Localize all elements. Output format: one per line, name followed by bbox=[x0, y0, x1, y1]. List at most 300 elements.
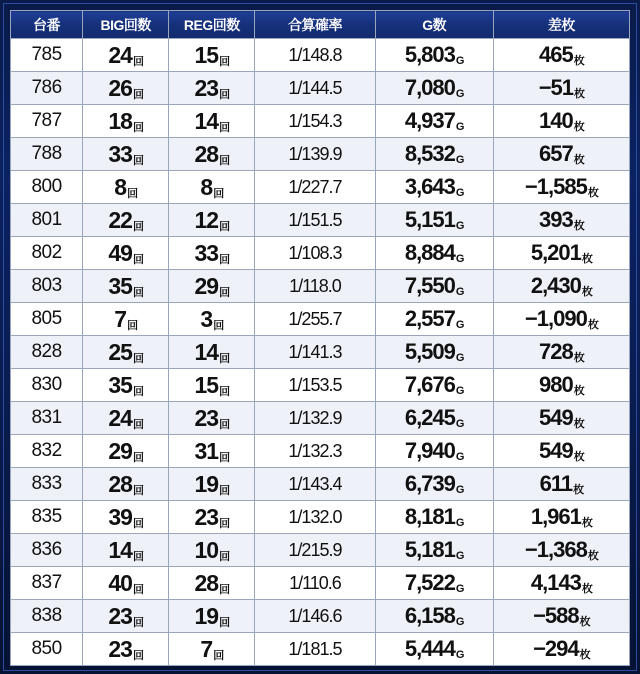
cell-reg-count bbox=[169, 171, 255, 204]
cell-combined-probability bbox=[255, 39, 375, 72]
cell-game-count-value: 4,937 bbox=[404, 108, 455, 133]
cell-reg-count-value: 3 bbox=[200, 305, 213, 332]
table-row bbox=[11, 534, 630, 567]
cell-combined-probability bbox=[255, 336, 375, 369]
cell-game-count bbox=[375, 567, 493, 600]
cell-medal-diff bbox=[493, 204, 629, 237]
cell-big-count-unit: 回 bbox=[132, 418, 143, 431]
cell-combined-probability-value: 1/153.5 bbox=[288, 374, 342, 395]
table-row bbox=[11, 600, 630, 633]
cell-game-count bbox=[375, 336, 493, 369]
cell-game-count-value: 5,181 bbox=[404, 537, 455, 562]
cell-medal-diff bbox=[493, 468, 629, 501]
cell-medal-diff-unit: 枚 bbox=[573, 484, 584, 496]
cell-reg-count-value: 23 bbox=[194, 503, 219, 530]
cell-machine-number bbox=[11, 633, 83, 666]
table-row bbox=[11, 501, 630, 534]
cell-game-count-value: 8,181 bbox=[404, 504, 455, 529]
cell-machine-number-value: 802 bbox=[31, 242, 62, 263]
cell-reg-count-unit: 回 bbox=[219, 253, 230, 266]
cell-game-count-value: 3,643 bbox=[404, 174, 455, 199]
cell-combined-probability bbox=[255, 270, 375, 303]
cell-big-count-value: 39 bbox=[108, 503, 132, 530]
table-row bbox=[11, 171, 630, 204]
table-row bbox=[11, 270, 630, 303]
cell-reg-count bbox=[169, 237, 255, 270]
cell-medal-diff bbox=[493, 402, 629, 435]
cell-combined-probability-value: 1/154.3 bbox=[288, 110, 342, 131]
cell-machine-number bbox=[11, 138, 83, 171]
column-header-reg: REG回数 bbox=[169, 11, 255, 39]
cell-game-count-value: 7,676 bbox=[404, 372, 455, 397]
cell-big-count bbox=[83, 171, 169, 204]
cell-reg-count-unit: 回 bbox=[219, 418, 230, 431]
cell-game-count-value: 8,532 bbox=[404, 141, 455, 166]
cell-big-count-value: 23 bbox=[108, 602, 132, 629]
cell-game-count-value: 5,151 bbox=[404, 207, 455, 232]
cell-big-count-unit: 回 bbox=[132, 121, 143, 134]
cell-big-count-value: 22 bbox=[108, 206, 132, 233]
cell-game-count-value: 7,080 bbox=[404, 75, 455, 100]
cell-medal-diff-value: 728 bbox=[539, 339, 573, 364]
cell-game-count-unit: G bbox=[455, 451, 464, 463]
cell-big-count-value: 28 bbox=[108, 470, 132, 497]
cell-game-count bbox=[375, 468, 493, 501]
cell-reg-count bbox=[169, 72, 255, 105]
cell-medal-diff bbox=[493, 270, 629, 303]
cell-machine-number bbox=[11, 336, 83, 369]
cell-medal-diff-value: 611 bbox=[539, 471, 573, 496]
cell-game-count-unit: G bbox=[455, 220, 464, 232]
cell-game-count-value: 5,509 bbox=[404, 339, 455, 364]
cell-combined-probability-value: 1/139.9 bbox=[288, 143, 342, 164]
cell-medal-diff bbox=[493, 171, 629, 204]
cell-combined-probability bbox=[255, 303, 375, 336]
cell-medal-diff bbox=[493, 39, 629, 72]
cell-big-count bbox=[83, 336, 169, 369]
cell-medal-diff bbox=[493, 237, 629, 270]
cell-game-count bbox=[375, 633, 493, 666]
cell-big-count-unit: 回 bbox=[132, 154, 143, 167]
table-row bbox=[11, 336, 630, 369]
cell-machine-number-value: 850 bbox=[31, 638, 62, 659]
table-row bbox=[11, 39, 630, 72]
cell-combined-probability-value: 1/132.0 bbox=[288, 506, 342, 527]
cell-medal-diff-unit: 枚 bbox=[581, 517, 592, 529]
cell-reg-count bbox=[169, 105, 255, 138]
cell-game-count-value: 6,739 bbox=[404, 471, 455, 496]
cell-big-count bbox=[83, 39, 169, 72]
cell-big-count bbox=[83, 468, 169, 501]
cell-reg-count-unit: 回 bbox=[219, 385, 230, 398]
cell-reg-count-value: 15 bbox=[194, 371, 219, 398]
cell-game-count bbox=[375, 39, 493, 72]
cell-combined-probability-value: 1/148.8 bbox=[288, 44, 342, 65]
cell-machine-number bbox=[11, 204, 83, 237]
cell-medal-diff-unit: 枚 bbox=[581, 286, 592, 298]
cell-game-count bbox=[375, 402, 493, 435]
cell-game-count-unit: G bbox=[455, 154, 464, 166]
cell-big-count bbox=[83, 303, 169, 336]
cell-combined-probability bbox=[255, 600, 375, 633]
cell-game-count-value: 7,940 bbox=[404, 438, 455, 463]
cell-medal-diff bbox=[493, 105, 629, 138]
cell-machine-number bbox=[11, 270, 83, 303]
cell-game-count-unit: G bbox=[455, 616, 464, 628]
cell-game-count-value: 8,884 bbox=[404, 240, 455, 265]
cell-combined-probability-value: 1/146.6 bbox=[288, 605, 342, 626]
cell-reg-count-unit: 回 bbox=[219, 154, 230, 167]
cell-combined-probability-value: 1/144.5 bbox=[288, 77, 342, 98]
cell-game-count-unit: G bbox=[455, 286, 464, 298]
cell-medal-diff-value: 5,201 bbox=[530, 240, 581, 265]
cell-big-count-unit: 回 bbox=[132, 55, 143, 68]
cell-reg-count-unit: 回 bbox=[219, 88, 230, 101]
cell-machine-number-value: 838 bbox=[31, 605, 62, 626]
cell-game-count-unit: G bbox=[455, 385, 464, 397]
cell-machine-number-value: 835 bbox=[31, 506, 62, 527]
cell-big-count-unit: 回 bbox=[132, 385, 143, 398]
cell-reg-count-value: 19 bbox=[194, 602, 219, 629]
cell-machine-number bbox=[11, 105, 83, 138]
cell-combined-probability-value: 1/141.3 bbox=[288, 341, 342, 362]
cell-combined-probability bbox=[255, 567, 375, 600]
table-header bbox=[11, 11, 630, 39]
cell-medal-diff-unit: 枚 bbox=[573, 385, 584, 397]
cell-machine-number-value: 803 bbox=[31, 275, 62, 296]
cell-medal-diff bbox=[493, 336, 629, 369]
table-row bbox=[11, 633, 630, 666]
cell-machine-number-value: 828 bbox=[31, 341, 62, 362]
cell-reg-count-value: 28 bbox=[194, 140, 219, 167]
cell-big-count-value: 7 bbox=[114, 305, 127, 332]
table-row bbox=[11, 105, 630, 138]
cell-game-count-value: 5,444 bbox=[404, 636, 455, 661]
cell-reg-count-unit: 回 bbox=[219, 451, 230, 464]
cell-big-count-value: 23 bbox=[108, 635, 132, 662]
table-row bbox=[11, 468, 630, 501]
cell-big-count-value: 14 bbox=[108, 536, 132, 563]
cell-medal-diff-unit: 枚 bbox=[573, 451, 584, 463]
cell-machine-number bbox=[11, 72, 83, 105]
cell-big-count-value: 33 bbox=[108, 140, 132, 167]
cell-medal-diff-value: 465 bbox=[539, 42, 573, 67]
cell-reg-count bbox=[169, 633, 255, 666]
cell-medal-diff-unit: 枚 bbox=[587, 187, 598, 199]
cell-game-count-unit: G bbox=[455, 418, 464, 430]
column-header-dai: 台番 bbox=[11, 11, 83, 39]
cell-machine-number bbox=[11, 171, 83, 204]
cell-machine-number-value: 831 bbox=[31, 407, 62, 428]
cell-medal-diff-value: 393 bbox=[539, 207, 573, 232]
cell-medal-diff-value: −588 bbox=[533, 603, 579, 628]
table-header-row bbox=[11, 11, 630, 39]
cell-reg-count-unit: 回 bbox=[219, 616, 230, 629]
cell-reg-count bbox=[169, 270, 255, 303]
table-row bbox=[11, 402, 630, 435]
cell-reg-count bbox=[169, 336, 255, 369]
cell-big-count-value: 8 bbox=[114, 173, 127, 200]
cell-reg-count bbox=[169, 402, 255, 435]
cell-machine-number-value: 788 bbox=[31, 143, 62, 164]
cell-game-count bbox=[375, 72, 493, 105]
cell-machine-number-value: 837 bbox=[31, 572, 62, 593]
cell-machine-number bbox=[11, 534, 83, 567]
cell-big-count-unit: 回 bbox=[127, 319, 138, 332]
cell-medal-diff-unit: 枚 bbox=[573, 352, 584, 364]
table-row bbox=[11, 72, 630, 105]
cell-big-count bbox=[83, 534, 169, 567]
cell-big-count bbox=[83, 369, 169, 402]
cell-game-count-unit: G bbox=[455, 187, 464, 199]
cell-machine-number bbox=[11, 501, 83, 534]
cell-medal-diff bbox=[493, 72, 629, 105]
cell-game-count-unit: G bbox=[455, 253, 464, 265]
cell-combined-probability bbox=[255, 369, 375, 402]
table-body bbox=[11, 39, 630, 666]
cell-big-count-unit: 回 bbox=[132, 352, 143, 365]
cell-machine-number-value: 786 bbox=[31, 77, 62, 98]
cell-reg-count-unit: 回 bbox=[219, 220, 230, 233]
cell-game-count-unit: G bbox=[455, 319, 464, 331]
cell-reg-count-unit: 回 bbox=[219, 286, 230, 299]
cell-medal-diff-value: 2,430 bbox=[530, 273, 581, 298]
cell-game-count-unit: G bbox=[455, 121, 464, 133]
cell-big-count-value: 35 bbox=[108, 371, 132, 398]
cell-medal-diff-unit: 枚 bbox=[579, 616, 590, 628]
cell-machine-number-value: 830 bbox=[31, 374, 62, 395]
cell-medal-diff bbox=[493, 633, 629, 666]
cell-combined-probability-value: 1/151.5 bbox=[288, 209, 342, 230]
cell-combined-probability-value: 1/181.5 bbox=[288, 638, 342, 659]
cell-medal-diff-unit: 枚 bbox=[574, 88, 585, 100]
cell-medal-diff-unit: 枚 bbox=[573, 418, 584, 430]
cell-medal-diff-value: −1,585 bbox=[524, 174, 587, 199]
machine-stats-table-container bbox=[10, 10, 630, 664]
cell-machine-number bbox=[11, 567, 83, 600]
cell-medal-diff-unit: 枚 bbox=[573, 220, 584, 232]
cell-game-count-unit: G bbox=[455, 88, 464, 100]
cell-medal-diff bbox=[493, 600, 629, 633]
cell-medal-diff-value: −1,368 bbox=[524, 537, 587, 562]
cell-reg-count-unit: 回 bbox=[213, 319, 224, 332]
cell-game-count-value: 7,550 bbox=[404, 273, 455, 298]
cell-game-count-unit: G bbox=[455, 550, 464, 562]
cell-game-count-value: 5,803 bbox=[404, 42, 455, 67]
cell-reg-count-value: 14 bbox=[194, 107, 219, 134]
machine-stats-table bbox=[10, 10, 630, 666]
cell-medal-diff-value: 1,961 bbox=[530, 504, 581, 529]
column-header-prob: 合算確率 bbox=[255, 11, 375, 39]
cell-machine-number-value: 832 bbox=[31, 440, 62, 461]
cell-reg-count bbox=[169, 534, 255, 567]
cell-reg-count-unit: 回 bbox=[219, 484, 230, 497]
cell-machine-number bbox=[11, 600, 83, 633]
cell-medal-diff-value: 140 bbox=[539, 108, 573, 133]
table-row bbox=[11, 138, 630, 171]
cell-big-count bbox=[83, 138, 169, 171]
cell-reg-count bbox=[169, 138, 255, 171]
cell-reg-count-unit: 回 bbox=[219, 352, 230, 365]
cell-medal-diff-unit: 枚 bbox=[573, 154, 584, 166]
cell-reg-count bbox=[169, 468, 255, 501]
cell-combined-probability-value: 1/255.7 bbox=[288, 308, 342, 329]
cell-game-count-unit: G bbox=[455, 583, 464, 595]
cell-game-count bbox=[375, 171, 493, 204]
cell-big-count-value: 49 bbox=[108, 239, 132, 266]
cell-medal-diff-value: 549 bbox=[539, 438, 573, 463]
cell-combined-probability-value: 1/143.4 bbox=[288, 473, 342, 494]
cell-game-count bbox=[375, 204, 493, 237]
cell-reg-count-unit: 回 bbox=[213, 187, 224, 200]
table-row bbox=[11, 303, 630, 336]
cell-game-count-value: 6,245 bbox=[404, 405, 455, 430]
cell-medal-diff-unit: 枚 bbox=[581, 253, 592, 265]
cell-big-count-unit: 回 bbox=[132, 517, 143, 530]
cell-reg-count-unit: 回 bbox=[219, 55, 230, 68]
cell-reg-count-unit: 回 bbox=[219, 121, 230, 134]
cell-big-count-value: 24 bbox=[108, 41, 132, 68]
cell-reg-count-value: 33 bbox=[194, 239, 219, 266]
cell-machine-number bbox=[11, 435, 83, 468]
cell-big-count bbox=[83, 633, 169, 666]
cell-machine-number-value: 800 bbox=[31, 176, 62, 197]
cell-reg-count bbox=[169, 204, 255, 237]
cell-big-count-unit: 回 bbox=[132, 451, 143, 464]
table-row bbox=[11, 204, 630, 237]
cell-machine-number-value: 801 bbox=[31, 209, 62, 230]
cell-big-count-value: 18 bbox=[108, 107, 132, 134]
cell-game-count bbox=[375, 501, 493, 534]
cell-combined-probability-value: 1/118.0 bbox=[289, 275, 341, 296]
cell-reg-count-unit: 回 bbox=[219, 583, 230, 596]
cell-machine-number-value: 805 bbox=[31, 308, 62, 329]
cell-game-count-value: 2,557 bbox=[404, 306, 455, 331]
column-header-big: BIG回数 bbox=[83, 11, 169, 39]
cell-game-count-unit: G bbox=[455, 649, 464, 661]
cell-reg-count-unit: 回 bbox=[219, 517, 230, 530]
cell-combined-probability bbox=[255, 633, 375, 666]
cell-medal-diff-unit: 枚 bbox=[581, 583, 592, 595]
cell-medal-diff bbox=[493, 138, 629, 171]
cell-combined-probability bbox=[255, 435, 375, 468]
cell-game-count-unit: G bbox=[455, 484, 464, 496]
cell-machine-number bbox=[11, 369, 83, 402]
cell-machine-number bbox=[11, 303, 83, 336]
cell-combined-probability bbox=[255, 534, 375, 567]
cell-combined-probability bbox=[255, 468, 375, 501]
cell-combined-probability bbox=[255, 501, 375, 534]
cell-combined-probability-value: 1/108.3 bbox=[288, 242, 342, 263]
cell-combined-probability bbox=[255, 171, 375, 204]
cell-medal-diff-value: 980 bbox=[539, 372, 573, 397]
cell-big-count-value: 40 bbox=[108, 569, 132, 596]
cell-reg-count-value: 31 bbox=[194, 437, 219, 464]
cell-reg-count-value: 14 bbox=[194, 338, 219, 365]
cell-big-count bbox=[83, 237, 169, 270]
table-row bbox=[11, 435, 630, 468]
cell-reg-count bbox=[169, 39, 255, 72]
cell-combined-probability bbox=[255, 138, 375, 171]
cell-big-count-unit: 回 bbox=[132, 616, 143, 629]
cell-big-count bbox=[83, 600, 169, 633]
column-header-diff: 差枚 bbox=[493, 11, 629, 39]
cell-medal-diff-value: −1,090 bbox=[524, 306, 587, 331]
cell-reg-count bbox=[169, 567, 255, 600]
cell-game-count bbox=[375, 600, 493, 633]
cell-medal-diff bbox=[493, 534, 629, 567]
cell-combined-probability-value: 1/110.6 bbox=[289, 572, 341, 593]
cell-big-count-value: 24 bbox=[108, 404, 132, 431]
cell-game-count bbox=[375, 105, 493, 138]
cell-big-count-value: 25 bbox=[108, 338, 132, 365]
cell-reg-count bbox=[169, 600, 255, 633]
cell-reg-count-value: 7 bbox=[200, 635, 213, 662]
cell-reg-count-value: 8 bbox=[200, 173, 213, 200]
cell-big-count-unit: 回 bbox=[132, 583, 143, 596]
cell-big-count-unit: 回 bbox=[132, 220, 143, 233]
cell-game-count bbox=[375, 270, 493, 303]
cell-reg-count bbox=[169, 303, 255, 336]
cell-medal-diff bbox=[493, 501, 629, 534]
cell-reg-count-value: 15 bbox=[194, 41, 219, 68]
cell-game-count bbox=[375, 369, 493, 402]
cell-combined-probability-value: 1/215.9 bbox=[288, 539, 342, 560]
cell-game-count bbox=[375, 237, 493, 270]
cell-big-count bbox=[83, 402, 169, 435]
cell-machine-number bbox=[11, 237, 83, 270]
cell-medal-diff bbox=[493, 369, 629, 402]
table-row bbox=[11, 237, 630, 270]
cell-machine-number-value: 833 bbox=[31, 473, 62, 494]
cell-medal-diff-value: −51 bbox=[538, 75, 574, 100]
cell-game-count-value: 7,522 bbox=[404, 570, 455, 595]
cell-reg-count bbox=[169, 369, 255, 402]
cell-big-count-unit: 回 bbox=[132, 484, 143, 497]
cell-medal-diff-unit: 枚 bbox=[579, 649, 590, 661]
cell-big-count-unit: 回 bbox=[132, 550, 143, 563]
cell-medal-diff bbox=[493, 435, 629, 468]
cell-reg-count-unit: 回 bbox=[213, 649, 224, 662]
cell-machine-number-value: 836 bbox=[31, 539, 62, 560]
cell-combined-probability bbox=[255, 105, 375, 138]
cell-combined-probability-value: 1/227.7 bbox=[288, 176, 342, 197]
cell-game-count-unit: G bbox=[455, 55, 464, 67]
cell-big-count-unit: 回 bbox=[132, 649, 143, 662]
cell-big-count-value: 29 bbox=[108, 437, 132, 464]
cell-medal-diff-value: −294 bbox=[533, 636, 579, 661]
cell-big-count bbox=[83, 72, 169, 105]
cell-combined-probability-value: 1/132.3 bbox=[288, 440, 342, 461]
cell-medal-diff bbox=[493, 567, 629, 600]
cell-big-count bbox=[83, 270, 169, 303]
cell-reg-count-value: 10 bbox=[194, 536, 219, 563]
cell-medal-diff bbox=[493, 303, 629, 336]
cell-big-count bbox=[83, 501, 169, 534]
cell-game-count-value: 6,158 bbox=[404, 603, 455, 628]
cell-game-count bbox=[375, 534, 493, 567]
cell-medal-diff-value: 657 bbox=[539, 141, 573, 166]
cell-big-count bbox=[83, 204, 169, 237]
column-header-games: G数 bbox=[375, 11, 493, 39]
cell-reg-count-value: 19 bbox=[194, 470, 219, 497]
cell-medal-diff-value: 549 bbox=[539, 405, 573, 430]
cell-game-count bbox=[375, 303, 493, 336]
table-row bbox=[11, 369, 630, 402]
cell-reg-count bbox=[169, 501, 255, 534]
cell-reg-count-value: 23 bbox=[194, 74, 219, 101]
cell-medal-diff-unit: 枚 bbox=[573, 121, 584, 133]
